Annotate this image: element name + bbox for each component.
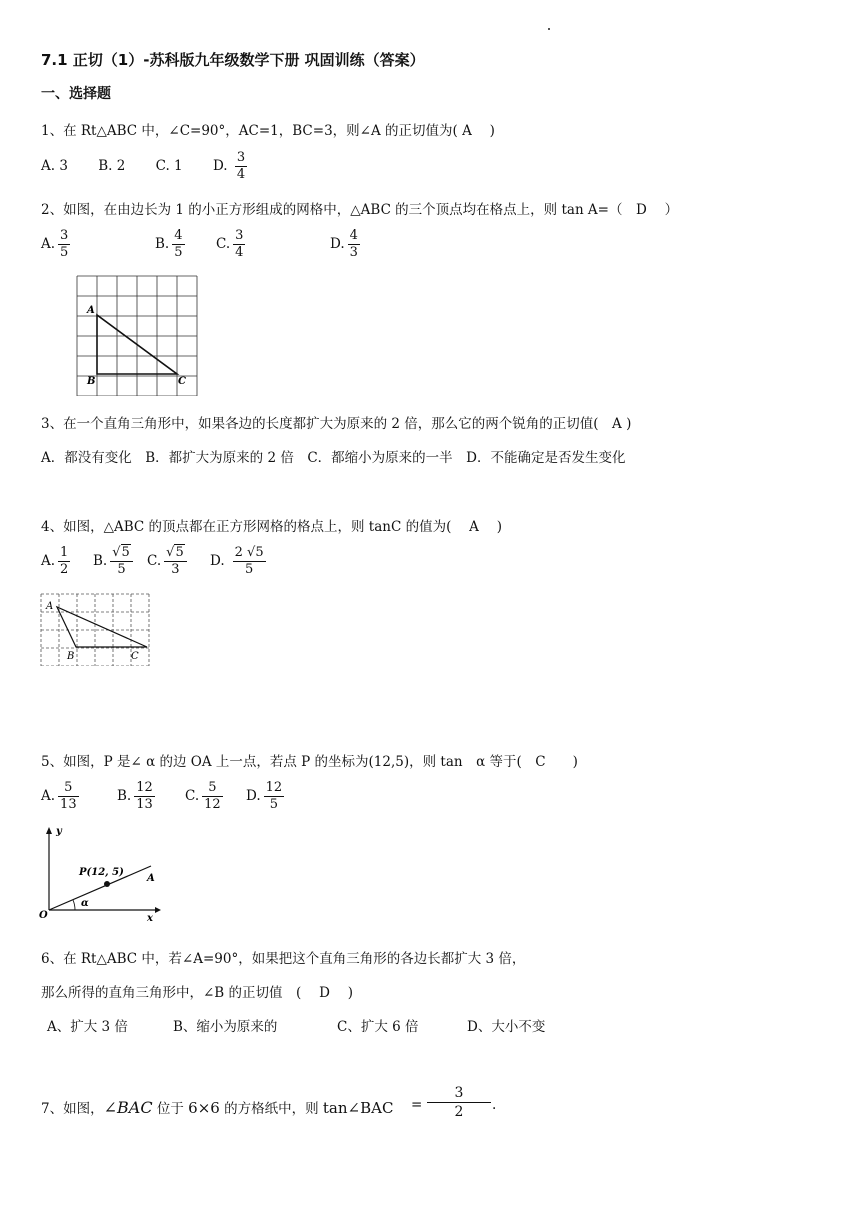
figure-q4-grid (39, 592, 151, 666)
origin-label: O (39, 910, 48, 921)
question-3: 3、在一个直角三角形中，如果各边的长度都扩大为原来的 2 倍，那么它的两个锐角的正切值( A ) (41, 416, 632, 432)
label-b: B (67, 651, 75, 662)
question-4-option-d: D. $\frac{2 √5}{5}$ (210, 545, 264, 577)
question-1-options (41, 150, 247, 183)
figure-q2-grid (75, 274, 201, 396)
question-5: 5、如图，P 是∠ α 的边 OA 上一点，若点 P 的坐标为(12,5)，则 tan α 等于( C ) (41, 754, 578, 770)
figure-q5-axes (37, 826, 161, 922)
option-b: B. 2 (98, 158, 126, 174)
label-a: A (87, 305, 95, 316)
label-c: C (178, 376, 186, 387)
option-d: D. (212, 158, 228, 174)
question-4-option-b: B. $\frac{√5}{5}$ (93, 545, 133, 578)
question-2-option-a: A. $\frac{3}{5}$ (41, 228, 69, 260)
question-5-option-d: D. $\frac{12}{5}$ (246, 780, 283, 812)
ray-a-label: A (147, 873, 155, 884)
page-title: 7.1 正切（1）-苏科版九年级数学下册 巩固训练（答案） (41, 51, 425, 69)
option-a: A. 3 (41, 158, 68, 174)
question-1: 1、在 Rt△ABC 中，∠C=90°，AC=1，BC=3，则∠A 的正切值为( A ) (41, 123, 495, 139)
alpha-label: α (81, 898, 89, 909)
question-5-option-b: B. $\frac{12}{13}$ (117, 780, 153, 812)
question-5-option-c: C. $\frac{5}{12}$ (185, 780, 221, 812)
point-p-label: P(12, 5) (79, 867, 124, 878)
label-c: C (131, 651, 139, 662)
question-6-option-c: C、扩大 6 倍 (337, 1019, 419, 1035)
question-6-line-2: 那么所得的直角三角形中，∠B 的正切值 ( D ) (41, 985, 353, 1001)
question-5-option-a: A. $\frac{5}{13}$ (41, 780, 77, 812)
label-a: A (46, 601, 54, 612)
section-heading: 一、选择题 (41, 86, 111, 102)
question-6: 6、在 Rt△ABC 中，若∠A=90°，如果把这个直角三角形的各边长都扩大 3 倍， (41, 951, 526, 967)
question-6-option-b: B、缩小为原来的 (173, 1019, 278, 1035)
question-2-option-d: D. $\frac{4}{3}$ (330, 228, 358, 260)
fraction: $\frac{3}{4}$ (236, 150, 246, 182)
question-7: 7、如图，∠BAC 位于 6×6 的方格纸中，则 tan∠BAC (41, 1098, 394, 1117)
question-2-option-c: C. $\frac{3}{4}$ (216, 228, 244, 260)
option-c: C. 1 (155, 158, 183, 174)
question-4-option-a: A. $\frac{1}{2}$ (41, 545, 69, 577)
question-2-option-b: B. $\frac{4}{5}$ (155, 228, 183, 260)
question-6-option-a: A、扩大 3 倍 (47, 1019, 128, 1035)
question-3-options: A．都没有变化 B．都扩大为原来的 2 倍 C．都缩小为原来的一半 D．不能确定是否发生变化 (41, 450, 626, 466)
page-dot (548, 28, 550, 30)
question-7-answer: 3 2 (427, 1085, 491, 1120)
label-b: B (87, 376, 96, 387)
axis-y-label: y (56, 826, 62, 837)
axis-x-label: x (147, 913, 153, 922)
question-2: 2、如图，在由边长为 1 的小正方形组成的网格中，△ABC 的三个顶点均在格点上，则 tan A=（ D ） (41, 202, 679, 218)
question-6-option-d: D、大小不变 (467, 1019, 546, 1035)
question-4: 4、如图，△ABC 的顶点都在正方形网格的格点上，则 tanC 的值为( A ) (41, 519, 502, 535)
question-4-option-c: C. $\frac{√5}{3}$ (147, 545, 187, 578)
question-7-end: . (492, 1097, 497, 1113)
question-7-equals: = (411, 1097, 423, 1113)
